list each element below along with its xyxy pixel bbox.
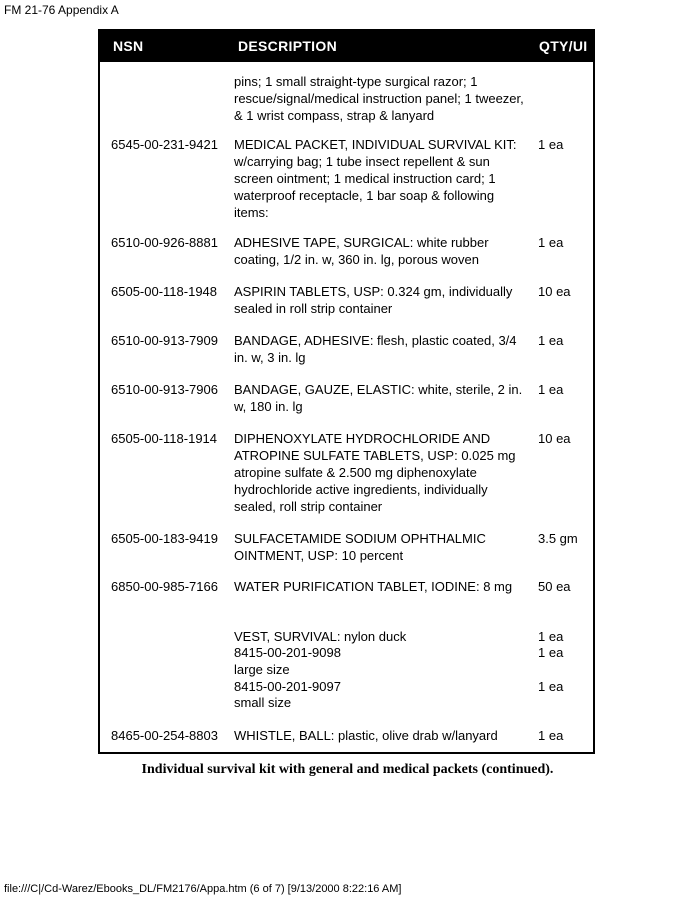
row-description: 8415-00-201-9097 (234, 679, 341, 694)
row-description: small size (234, 695, 292, 710)
row-qty: 1 ea (538, 645, 564, 660)
row-description: DIPHENOXYLATE HYDROCHLORIDE AND ATROPINE SULFATE TABLETS, USP: 0.025 mg atropine sulfate & 2.500 mg diphenoxylate hydrochloride active ingredients, individually sealed, roll strip container (234, 431, 516, 514)
row-qty: 1 ea (538, 137, 564, 152)
row-description: 8415-00-201-9098 (234, 645, 341, 660)
row-description: SULFACETAMIDE SODIUM OPHTHALMIC OINTMENT, USP: 10 percent (234, 531, 486, 563)
row-description: BANDAGE, ADHESIVE: flesh, plastic coated, 3/4 in. w, 3 in. lg (234, 333, 517, 365)
table-header (100, 31, 593, 62)
row-nsn: 8465-00-254-8803 (111, 728, 218, 743)
row-qty: 1 ea (538, 333, 564, 348)
row-qty: 50 ea (538, 579, 571, 594)
row-description: ADHESIVE TAPE, SURGICAL: white rubber coating, 1/2 in. w, 360 in. lg, porous woven (234, 235, 489, 267)
row-qty: 1 ea (538, 382, 564, 397)
row-nsn: 6505-00-183-9419 (111, 531, 218, 546)
row-description: pins; 1 small straight-type surgical razor; 1 rescue/signal/medical instruction panel; 1 tweezer, & 1 wrist compass, strap & lanyard (234, 74, 524, 123)
row-qty: 1 ea (538, 728, 564, 743)
row-qty: 1 ea (538, 629, 564, 644)
header-nsn: NSN (113, 38, 144, 54)
row-nsn: 6850-00-985-7166 (111, 579, 218, 594)
row-description: VEST, SURVIVAL: nylon duck (234, 629, 407, 644)
row-description: MEDICAL PACKET, INDIVIDUAL SURVIVAL KIT: w/carrying bag; 1 tube insect repellent & sun screen ointment; 1 medical instruction card; 1 waterproof receptacle, 1 bar soap & following items: (234, 137, 517, 220)
row-qty: 1 ea (538, 235, 564, 250)
header-description: DESCRIPTION (238, 38, 337, 54)
row-nsn: 6510-00-913-7906 (111, 382, 218, 397)
row-qty: 1 ea (538, 679, 564, 694)
row-description: WATER PURIFICATION TABLET, IODINE: 8 mg (234, 579, 513, 594)
row-qty: 10 ea (538, 431, 571, 446)
row-nsn: 6505-00-118-1914 (111, 431, 218, 446)
row-qty: 3.5 gm (538, 531, 578, 546)
page-header: FM 21-76 Appendix A (4, 3, 119, 17)
items-table (98, 29, 595, 754)
row-qty: 10 ea (538, 284, 571, 299)
page-footer-url: file:///C|/Cd-Warez/Ebooks_DL/FM2176/Appa.htm (6 of 7) [9/13/2000 8:22:16 AM] (4, 883, 402, 895)
row-description: large size (234, 662, 290, 677)
row-nsn: 6510-00-913-7909 (111, 333, 218, 348)
row-nsn: 6505-00-118-1948 (111, 284, 218, 299)
row-nsn: 6545-00-231-9421 (111, 137, 218, 152)
row-description: BANDAGE, GAUZE, ELASTIC: white, sterile, 2 in. w, 180 in. lg (234, 382, 523, 414)
header-qty: QTY/UI (539, 38, 588, 54)
row-nsn: 6510-00-926-8881 (111, 235, 218, 250)
row-description: ASPIRIN TABLETS, USP: 0.324 gm, individually sealed in roll strip container (234, 284, 513, 316)
row-description: WHISTLE, BALL: plastic, olive drab w/lanyard (234, 728, 498, 743)
table-caption: Individual survival kit with general and medical packets (continued). (141, 762, 554, 777)
